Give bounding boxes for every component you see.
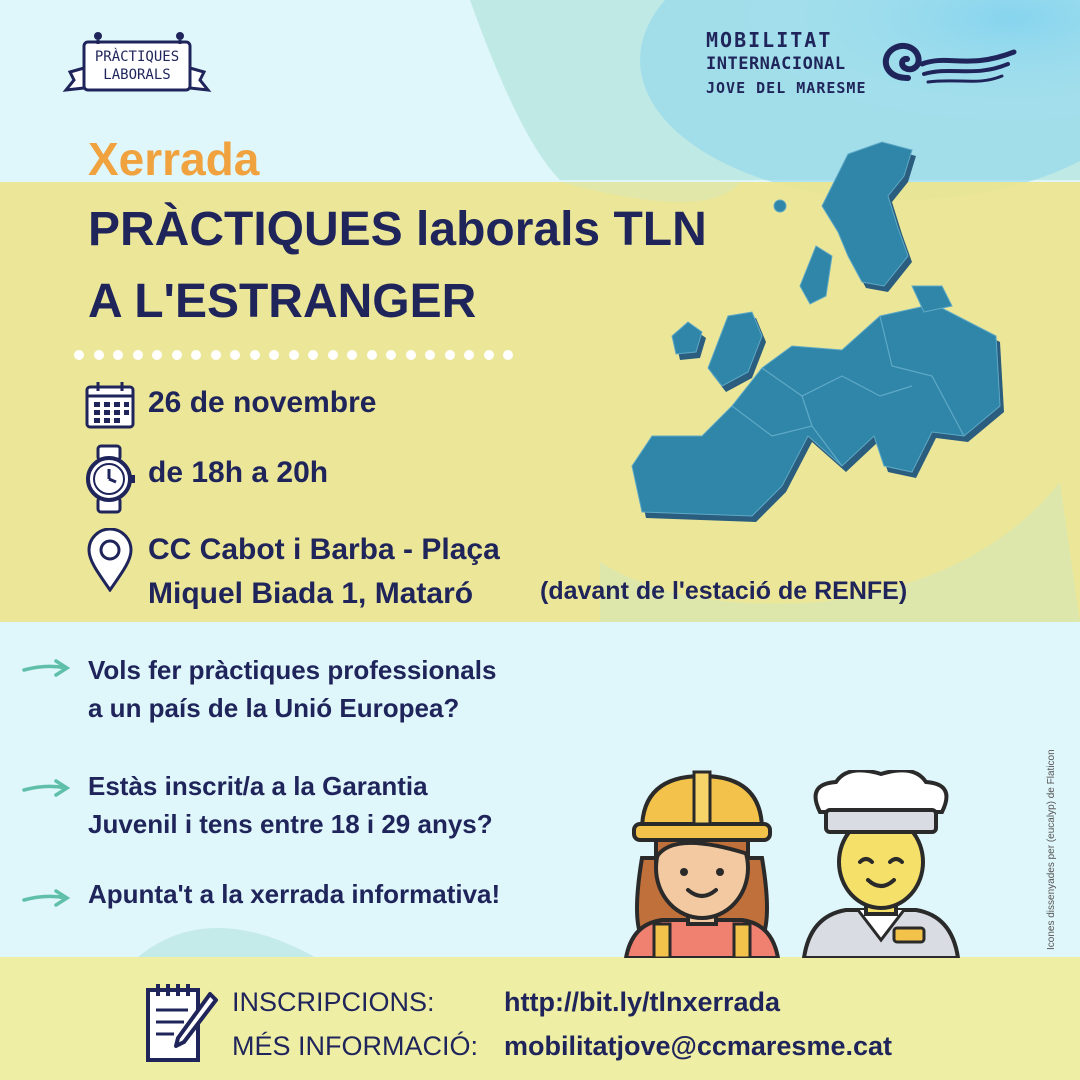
arrow-icon — [22, 658, 70, 678]
event-time: de 18h a 20h — [148, 456, 329, 489]
title-line-1: PRÀCTIQUES laborals TLN — [88, 203, 707, 256]
chef-illustration — [796, 770, 966, 958]
inscripcions-label: INSCRIPCIONS: — [232, 987, 435, 1017]
wave-logo-icon — [878, 34, 1018, 94]
watch-icon — [84, 444, 136, 514]
icon-credit: Icones dissenyades per (eucalyp) de Flaticon — [1046, 749, 1057, 950]
question-1-line-1: Vols fer pràctiques professionals — [88, 655, 497, 685]
question-1 — [88, 651, 496, 727]
logo-mobilitat-line2: INTERNACIONAL — [706, 54, 846, 74]
dotted-divider — [74, 350, 513, 360]
arrow-icon — [22, 888, 70, 908]
place-note: (davant de l'estació de RENFE) — [540, 577, 908, 605]
location-pin-icon — [86, 528, 134, 592]
inscripcions-link[interactable]: http://bit.ly/tlnxerrada — [504, 987, 781, 1017]
question-3: Apunta't a la xerrada informativa! — [88, 879, 501, 909]
event-title — [88, 200, 707, 332]
arrow-icon — [22, 778, 70, 798]
worker-woman-illustration — [612, 768, 792, 958]
mobilitat-logo — [706, 28, 1026, 102]
event-place — [148, 528, 500, 616]
info-label: MÉS INFORMACIÓ: — [232, 1031, 479, 1061]
title-line-2: A L'ESTRANGER — [88, 275, 477, 328]
place-line-1: CC Cabot i Barba - Plaça — [148, 533, 500, 566]
event-date: 26 de novembre — [148, 386, 377, 419]
practiques-laborals-logo — [62, 28, 212, 102]
logo-mobilitat-line3: JOVE DEL MARESME — [706, 79, 867, 97]
place-line-2: Miquel Biada 1, Mataró — [148, 577, 474, 610]
logo-practiques-line1: PRÀCTIQUES — [94, 49, 180, 65]
question-2-line-1: Estàs inscrit/a a la Garantia — [88, 771, 428, 801]
event-kicker: Xerrada — [88, 133, 260, 185]
question-2-line-2: Juvenil i tens entre 18 i 29 anys? — [88, 809, 493, 839]
form-pen-icon — [144, 980, 220, 1064]
logo-mobilitat-line1: MOBILITAT — [706, 28, 833, 52]
question-2 — [88, 767, 493, 843]
question-1-line-2: a un país de la Unió Europea? — [88, 693, 460, 723]
logo-practiques-line2: LABORALS — [103, 67, 171, 83]
info-email[interactable]: mobilitatjove@ccmaresme.cat — [504, 1031, 892, 1061]
calendar-icon — [84, 380, 136, 430]
